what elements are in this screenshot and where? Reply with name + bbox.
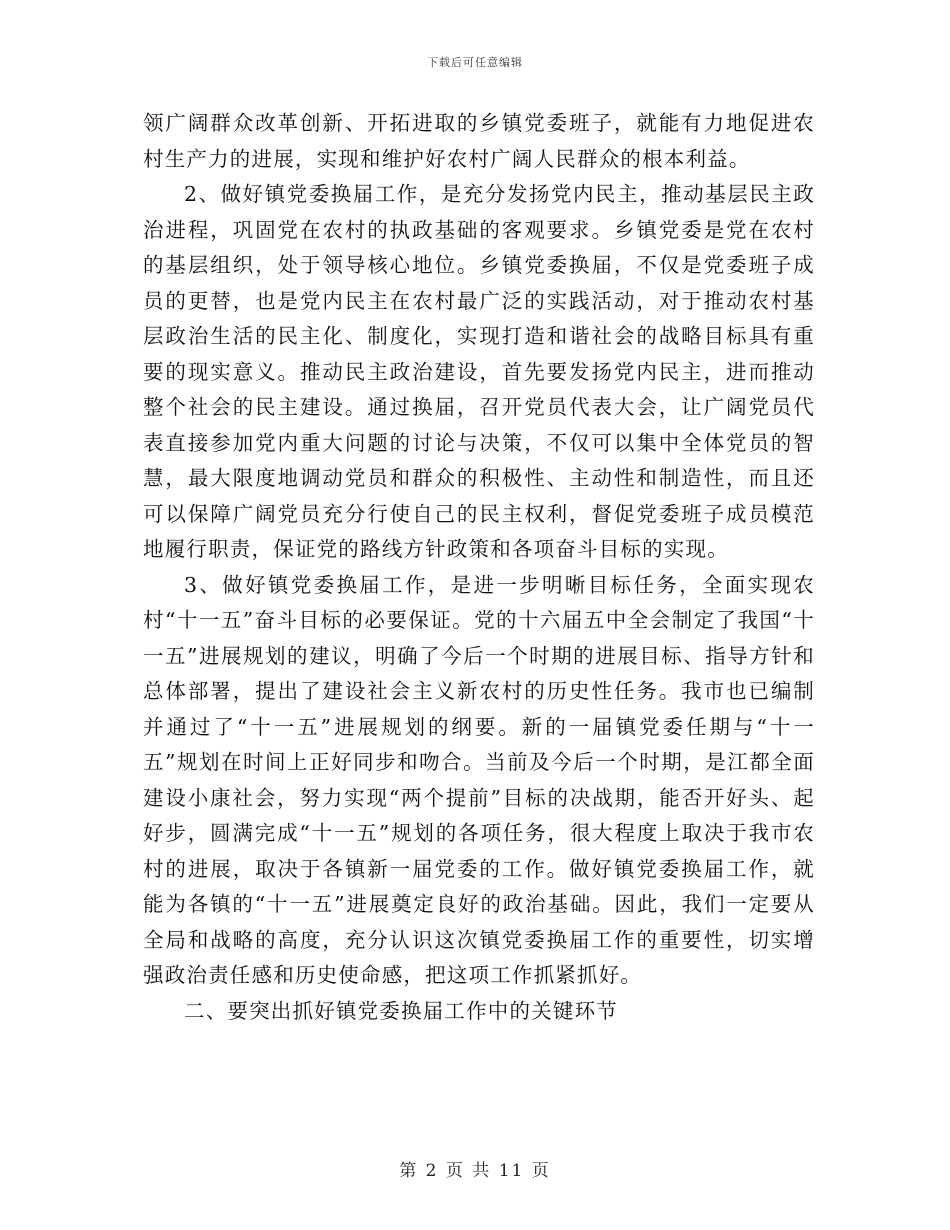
page-footer: 第 2 页 共 11 页 — [399, 1161, 551, 1181]
paragraph-2: 2、做好镇党委换届工作，是充分发扬党内民主，推动基层民主政治进程，巩固党在农村的执政基础的客观要求。乡镇党委是党在农村的基层组织，处于领导核心地位。乡镇党委换届，不仅是党委班子成员的更替，也是党内民主在农村最广泛的实践活动，对于推动农村基层政治生活的民主化、制度化，实现打造和谐社会的战略目标具有重要的现实意义。推动民主政治建设，首先要发扬党内民主，进而推动整个社会的民主建设。通过换届，召开党员代表大会，让广阔党员代表直接参加党内重大问题的讨论与决策，不仅可以集中全体党员的智慧，最大限度地调动党员和群众的积极性、主动性和制造性，而且还可以保障广阔党员充分行使自己的民主权利，督促党委班子成员模范地履行职责，保证党的路线方针政策和各项奋斗目标的实现。 — [143, 182, 815, 561]
document-body — [143, 106, 815, 1029]
paragraph-1: 领广阔群众改革创新、开拓进取的乡镇党委班子，就能有力地促进农村生产力的进展，实现和维护好农村广阔人民群众的根本利益。 — [143, 111, 815, 171]
page-header: 下载后可任意编辑 — [427, 56, 523, 69]
section-heading: 二、要突出抓好镇党委换届工作中的关键环节 — [184, 998, 618, 1023]
paragraph-3: 3、做好镇党委换届工作，是进一步明晰目标任务，全面实现农村“十一五”奋斗目标的必要保证。党的十六届五中全会制定了我国“十一五”进展规划的建议，明确了今后一个时期的进展目标、指导方针和总体部署，提出了建设社会主义新农村的历史性任务。我市也已编制并通过了“十一五”进展规划的纲要。新的一届镇党委任期与“十一五”规划在时间上正好同步和吻合。当前及今后一个时期，是江都全面建设小康社会，努力实现“两个提前”目标的决战期，能否开好头、起好步，圆满完成“十一五”规划的各项任务，很大程度上取决于我市农村的进展，取决于各镇新一届党委的工作。做好镇党委换届工作，就能为各镇的“十一五”进展奠定良好的政治基础。因此，我们一定要从全局和战略的高度，充分认识这次镇党委换届工作的重要性，切实增强政治责任感和历史使命感，把这项工作抓紧抓好。 — [143, 572, 815, 987]
